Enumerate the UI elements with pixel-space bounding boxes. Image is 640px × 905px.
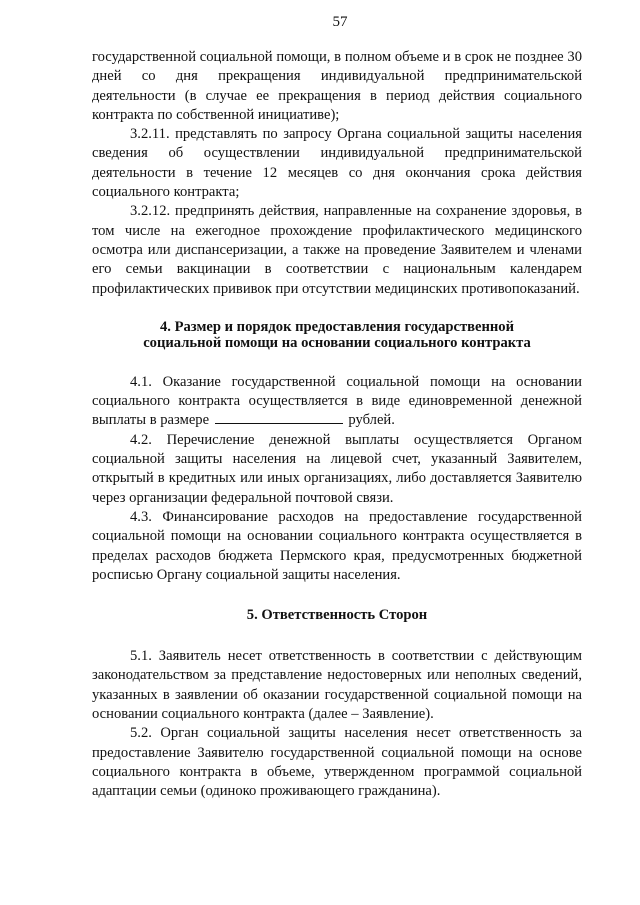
section-4-heading-line-2: социальной помощи на основании социального контракта bbox=[143, 334, 531, 351]
section-4-heading bbox=[92, 319, 582, 351]
section-4-heading-line-1: 4. Размер и порядок предоставления государственной bbox=[159, 318, 515, 335]
paragraph-4-2: 4.2. Перечисление денежной выплаты осуществляется Органом социальной защиты населения на лицевой счет, указанный Заявителем, открытый в кредитных или иных организациях, либо доставляется Заявителю через организации федеральной почтовой связи. bbox=[92, 431, 582, 506]
page-number: 57 bbox=[332, 14, 348, 30]
paragraph-4-1 bbox=[92, 373, 582, 431]
paragraph-5-2: 5.2. Орган социальной защиты населения несет ответственность за предоставление Заявителю государственной социальной помощи на основе социального контракта в объеме, утвержденном программой социальной адаптации семьи (одиноко проживающего гражданина). bbox=[92, 725, 582, 800]
paragraph-4-3: 4.3. Финансирование расходов на предоставление государственной социальной помощи на основании социального контракта осуществляется в пределах расходов бюджета Пермского края, предусмотренных бюджетной росписью Органу социальной защиты населения. bbox=[92, 508, 582, 583]
paragraph-continuation: государственной социальной помощи, в полном объеме и в срок не позднее 30 дней со дня прекращения индивидуальной предпринимательской деятельности (в случае ее прекращения в период действия социального контракта по собственной инициативе); bbox=[92, 49, 582, 123]
paragraph-5-1: 5.1. Заявитель несет ответственность в соответствии с действующим законодательством за представление недостоверных или неполных сведений, указанных в заявлении об оказании государственной социальной помощи на основании социального контракта (далее – Заявление). bbox=[92, 648, 582, 723]
section-5-heading: 5. Ответственность Сторон bbox=[246, 607, 428, 624]
paragraph-3-2-11: 3.2.11. представлять по запросу Органа социальной защиты населения сведения об осуществлении индивидуальной предпринимательской деятельности в течение 12 месяцев со дня окончания срока действия социального контракта; bbox=[92, 126, 582, 201]
paragraph-3-2-12: 3.2.12. предпринять действия, направленные на сохранение здоровья, в том числе на ежегодное прохождение профилактического медицинского осмотра или диспансеризации, а также на проведение Заявителем и членами его семьи вакцинации в соответствии с национальным календарем профилактических прививок при отсутствии медицинских противопоказаний. bbox=[92, 203, 582, 297]
amount-blank-line bbox=[215, 411, 343, 424]
document-page bbox=[92, 12, 582, 802]
paragraph-4-1-currency: рублей. bbox=[348, 412, 395, 429]
paragraph-4-1-text: 4.1. Оказание государственной социальной помощи на основании социального контракта осуществляется в виде единовременной денежной выплаты в размере bbox=[92, 373, 582, 429]
